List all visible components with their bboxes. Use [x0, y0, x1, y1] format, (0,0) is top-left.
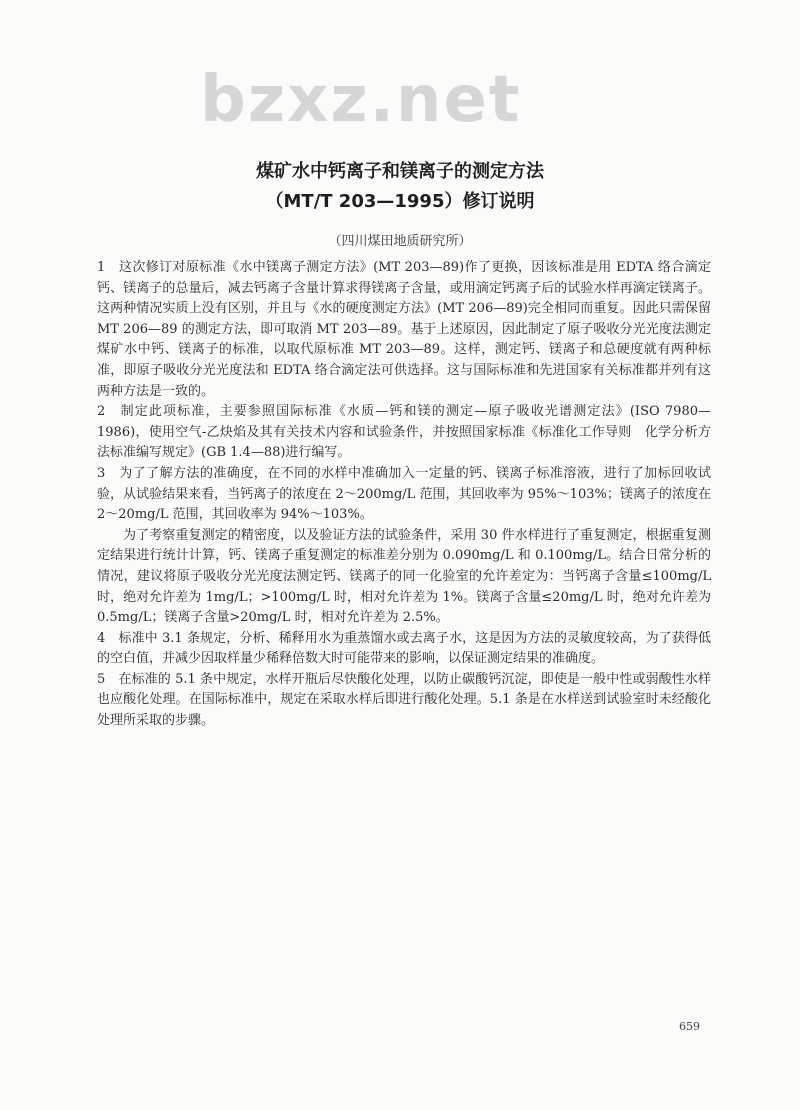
document-title: 煤矿水中钙离子和镁离子的测定方法	[256, 161, 544, 182]
organization: （四川煤田地质研究所）	[328, 234, 472, 249]
paragraph-4: 4 标准中 3.1 条规定，分析、稀释用水为重蒸馏水或去离子水，这是因为方法的灵敏度较高，为了获得低的空白值，并减少因取样量少稀释倍数大时可能带来的影响，以保证测定结果的准确度。	[97, 630, 711, 667]
watermark: bzxz.net	[200, 63, 522, 137]
document-subtitle: （MT/T 203—1995）修订说明	[265, 191, 535, 212]
paragraph-2: 2 制定此项标准，主要参照国际标准《水质—钙和镁的测定—原子吸收光谱测定法》(ISO 7980—1986)，使用空气-乙炔焰及其有关技术内容和试验条件，并按照国家标准《标准化工作导则 化学分析方法标准编写规定》(GB 1.4—88)进行编写。	[97, 404, 711, 461]
document-body	[97, 258, 711, 732]
paragraph-3-continued: 为了考察重复测定的精密度，以及验证方法的试验条件，采用 30 件水样进行了重复测定，根据重复测定结果进行统计计算，钙、镁离子重复测定的标准差分别为 0.090mg/L 和 0.100mg/L。结合日常分析的情况，建议将原子吸收分光光度法测定钙、镁离子的同一化验室的允许差定为：当钙离子含量≤100mg/L 时，绝对允许差为 1mg/L；>100mg/L 时，相对允许差为 1%。镁离子含量≤20mg/L 时，绝对允许差为 0.5mg/L；镁离子含量>20mg/L 时，相对允许差为 2.5%。	[97, 527, 711, 626]
paragraph-5: 5 在标准的 5.1 条中规定，水样开瓶后尽快酸化处理，以防止碳酸钙沉淀，即使是一般中性或弱酸性水样也应酸化处理。在国际标准中，规定在采取水样后即进行酸化处理。5.1 条是在水样送到试验室时未经酸化处理所采取的步骤。	[97, 671, 711, 729]
paragraph-1: 1 这次修订对原标准《水中镁离子测定方法》(MT 203—89)作了更换，因该标准是用 EDTA 络合滴定钙、镁离子的总量后，减去钙离子含量计算求得镁离子含量，或用滴定钙离子后的试验水样再滴定镁离子。这两种情况实质上没有区别，并且与《水的硬度测定方法》(MT 206—89)完全相同而重复。因此只需保留 MT 206—89 的测定方法，即可取消 MT 203—89。基于上述原因，因此制定了原子吸收分光光度法测定煤矿水中钙、镁离子的标准，以取代原标准 MT 203—89。这样，测定钙、镁离子和总硬度就有两种标准，即原子吸收分光光度法和 EDTA 络合滴定法可供选择。这与国际标准和先进国家有关标准都并列有这两种方法是一致的。	[97, 260, 711, 399]
page-number: 659	[679, 1020, 700, 1033]
paragraph-3: 3 为了了解方法的准确度，在不同的水样中准确加入一定量的钙、镁离子标准溶液，进行了加标回收试验，从试验结果来看，当钙离子的浓度在 2～200mg/L 范围，其回收率为 95%～103%；镁离子的浓度在 2～20mg/L 范围，其回收率为 94%～103%。	[97, 465, 711, 523]
